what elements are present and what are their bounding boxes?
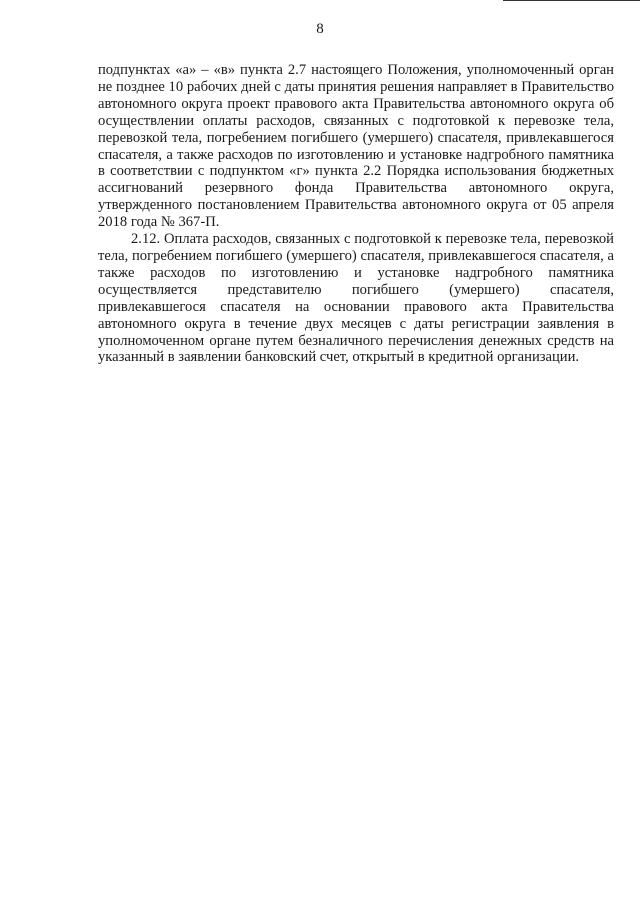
top-edge-rule (503, 0, 640, 1)
paragraph-continuation: подпунктах «а» – «в» пункта 2.7 настоящего Положения, уполномоченный орган не позднее 10 рабочих дней с даты принятия решения направляет в Правительство автономного округа проект правового акта Правительства автономного округа об осуществлении оплаты расходов, связанных с подготовкой к перевозке тела, перевозкой тела, погребением погибшего (умершего) спасателя, привлекавшегося спасателя, а также расходов по изготовлению и установке надгробного памятника в соответствии с подпунктом «г» пункта 2.2 Порядка использования бюджетных ассигнований резервного фонда Правительства автономного округа, утвержденного постановлением Правительства автономного округа от 05 апреля 2018 года № 367-П. (98, 62, 614, 231)
document-body (98, 62, 614, 366)
page-number: 8 (316, 21, 324, 37)
paragraph-2-12: 2.12. Оплата расходов, связанных с подготовкой к перевозке тела, перевозкой тела, погребением погибшего (умершего) спасателя, привлекавшегося спасателя, а также расходов по изготовлению и установке надгробного памятника осуществляется представителю погибшего (умершего) спасателя, привлекавшегося спасателя на основании правового акта Правительства автономного округа в течение двух месяцев с даты регистрации заявления в уполномоченном органе путем безналичного перечисления денежных средств на указанный в заявлении банковский счет, открытый в кредитной организации. (98, 231, 614, 366)
